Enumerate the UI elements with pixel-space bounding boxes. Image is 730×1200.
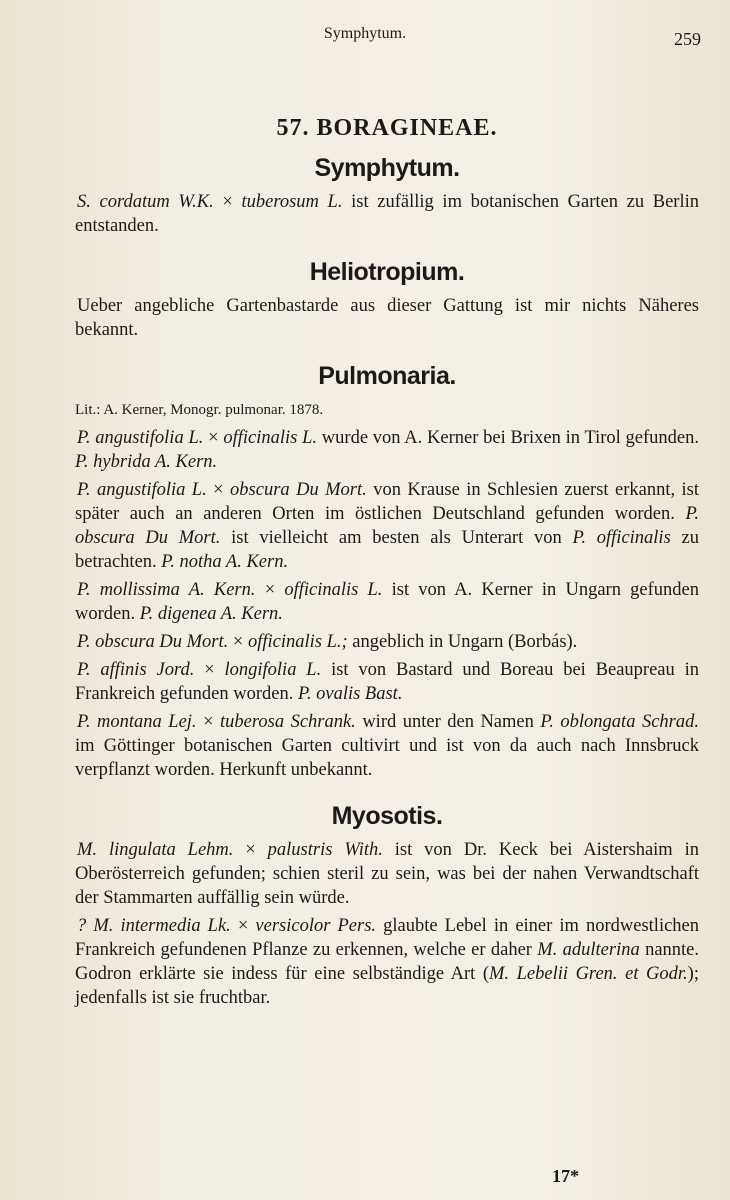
taxon: officinalis L. (284, 580, 383, 600)
hybrid-sign: × (196, 712, 220, 732)
paragraph (75, 630, 699, 654)
taxon: P. angustifolia L. (77, 428, 204, 448)
taxon: P. officinalis (572, 528, 671, 548)
genus-heading-pulmonaria: Pulmonaria. (318, 362, 456, 390)
hybrid-sign: × (203, 428, 224, 448)
paragraph (75, 658, 699, 706)
taxon: P. ovalis Bast. (297, 684, 403, 704)
hybrid-sign: × (228, 632, 248, 652)
family-heading: 57. BORAGINEAE. (276, 115, 498, 141)
paragraph (75, 478, 699, 574)
genus-heading-heliotropium: Heliotropium. (309, 258, 465, 286)
text: ist von Bastard und Boreau bei Beaupreau in Frankreich gefunden worden. (75, 660, 700, 704)
taxon: versicolor Pers. (255, 916, 377, 936)
taxon: P. angustifolia L. (77, 480, 207, 500)
running-head: Symphytum. (323, 25, 407, 42)
taxon: P. obscura Du Mort. (75, 504, 699, 548)
taxon: M. Lebelii Gren. et Godr. (489, 964, 688, 984)
text: nannte. Godron erklärte sie indess für eine selbständige Art ( (75, 940, 700, 984)
page-body (75, 116, 699, 1010)
taxon: M. adulterina (537, 940, 640, 960)
hybrid-sign: × (194, 660, 225, 680)
hybrid-sign: × (230, 916, 256, 936)
taxon: P. mollissima A. Kern. (77, 580, 256, 600)
taxon: obscura Du Mort. (230, 480, 367, 500)
text: ); jedenfalls ist sie fruchtbar. (75, 964, 699, 1008)
taxon: longifolia L. (224, 660, 322, 680)
taxon: ? M. intermedia Lk. (77, 916, 231, 936)
taxon: officinalis L.; (247, 632, 348, 652)
hybrid-sign: × (206, 480, 231, 500)
taxon: P. montana Lej. (77, 712, 197, 732)
text: glaubte Lebel in einer im nordwestlichen Frankreich gefundenen Pflanze zu erkennen, welche er daher (75, 916, 700, 960)
paragraph: Ueber angebliche Gartenbastarde aus dieser Gattung ist mir nichts Näheres bekannt. (75, 296, 699, 340)
taxon: M. lingulata Lehm. (77, 840, 234, 860)
paragraph (75, 838, 699, 910)
taxon: palustris With. (267, 840, 383, 860)
taxon: P. affinis Jord. (77, 660, 195, 680)
taxon: P. oblongata Schrad. (540, 712, 699, 732)
genus-heading-symphytum: Symphytum. (314, 154, 460, 182)
taxon: officinalis L. (223, 428, 318, 448)
text: im Göttinger botanischen Garten cultivirt und ist von da auch nach Innsbruck verpflanzt worden. Herkunft unbekannt. (75, 736, 699, 780)
text: wurde von A. Kerner bei Brixen in Tirol gefunden. (317, 428, 700, 448)
text: von Krause in Schlesien zuerst erkannt, ist später auch an anderen Orten im östlichen Deutschland gefunden worden. (75, 480, 699, 524)
taxon: P. notha A. Kern. (161, 552, 289, 572)
paragraph (75, 190, 699, 238)
taxon: P. digenea A. Kern. (139, 604, 283, 624)
paragraph (75, 710, 699, 782)
paragraph (75, 578, 699, 626)
paragraph (75, 914, 699, 1010)
text: ist vielleicht am besten als Unterart von (220, 528, 573, 548)
taxon: P. hybrida A. Kern. (75, 452, 218, 472)
page-number: 259 (674, 29, 701, 49)
signature-mark: 17* (552, 1166, 579, 1186)
text: ist zufällig im botanischen Garten zu Berlin entstanden. (75, 192, 699, 236)
taxon: P. obscura Du Mort. (77, 632, 229, 652)
text: zu betrachten. (75, 528, 699, 572)
genus-heading-myosotis: Myosotis. (331, 802, 443, 830)
hybrid-sign: × (233, 840, 268, 860)
taxon: tuberosum L. (241, 192, 343, 212)
text: ist von A. Kerner in Ungarn gefunden worden. (75, 580, 699, 624)
text: angeblich in Ungarn (Borbás). (347, 632, 578, 652)
hybrid-sign: × (213, 192, 242, 212)
taxon: tuberosa Schrank. (220, 712, 356, 732)
paragraph (75, 426, 699, 474)
text: ist von Dr. Keck bei Aistershaim in Oberösterreich gefunden; schien steril zu sein, was bei der nahen Verwandtschaft der Stammarten auffällig sein würde. (75, 840, 699, 908)
text: wird unter den Namen (355, 712, 541, 732)
hybrid-sign: × (255, 580, 285, 600)
taxon: S. cordatum W.K. (77, 192, 214, 212)
literature-reference: Lit.: A. Kerner, Monogr. pulmonar. 1878. (75, 402, 324, 418)
